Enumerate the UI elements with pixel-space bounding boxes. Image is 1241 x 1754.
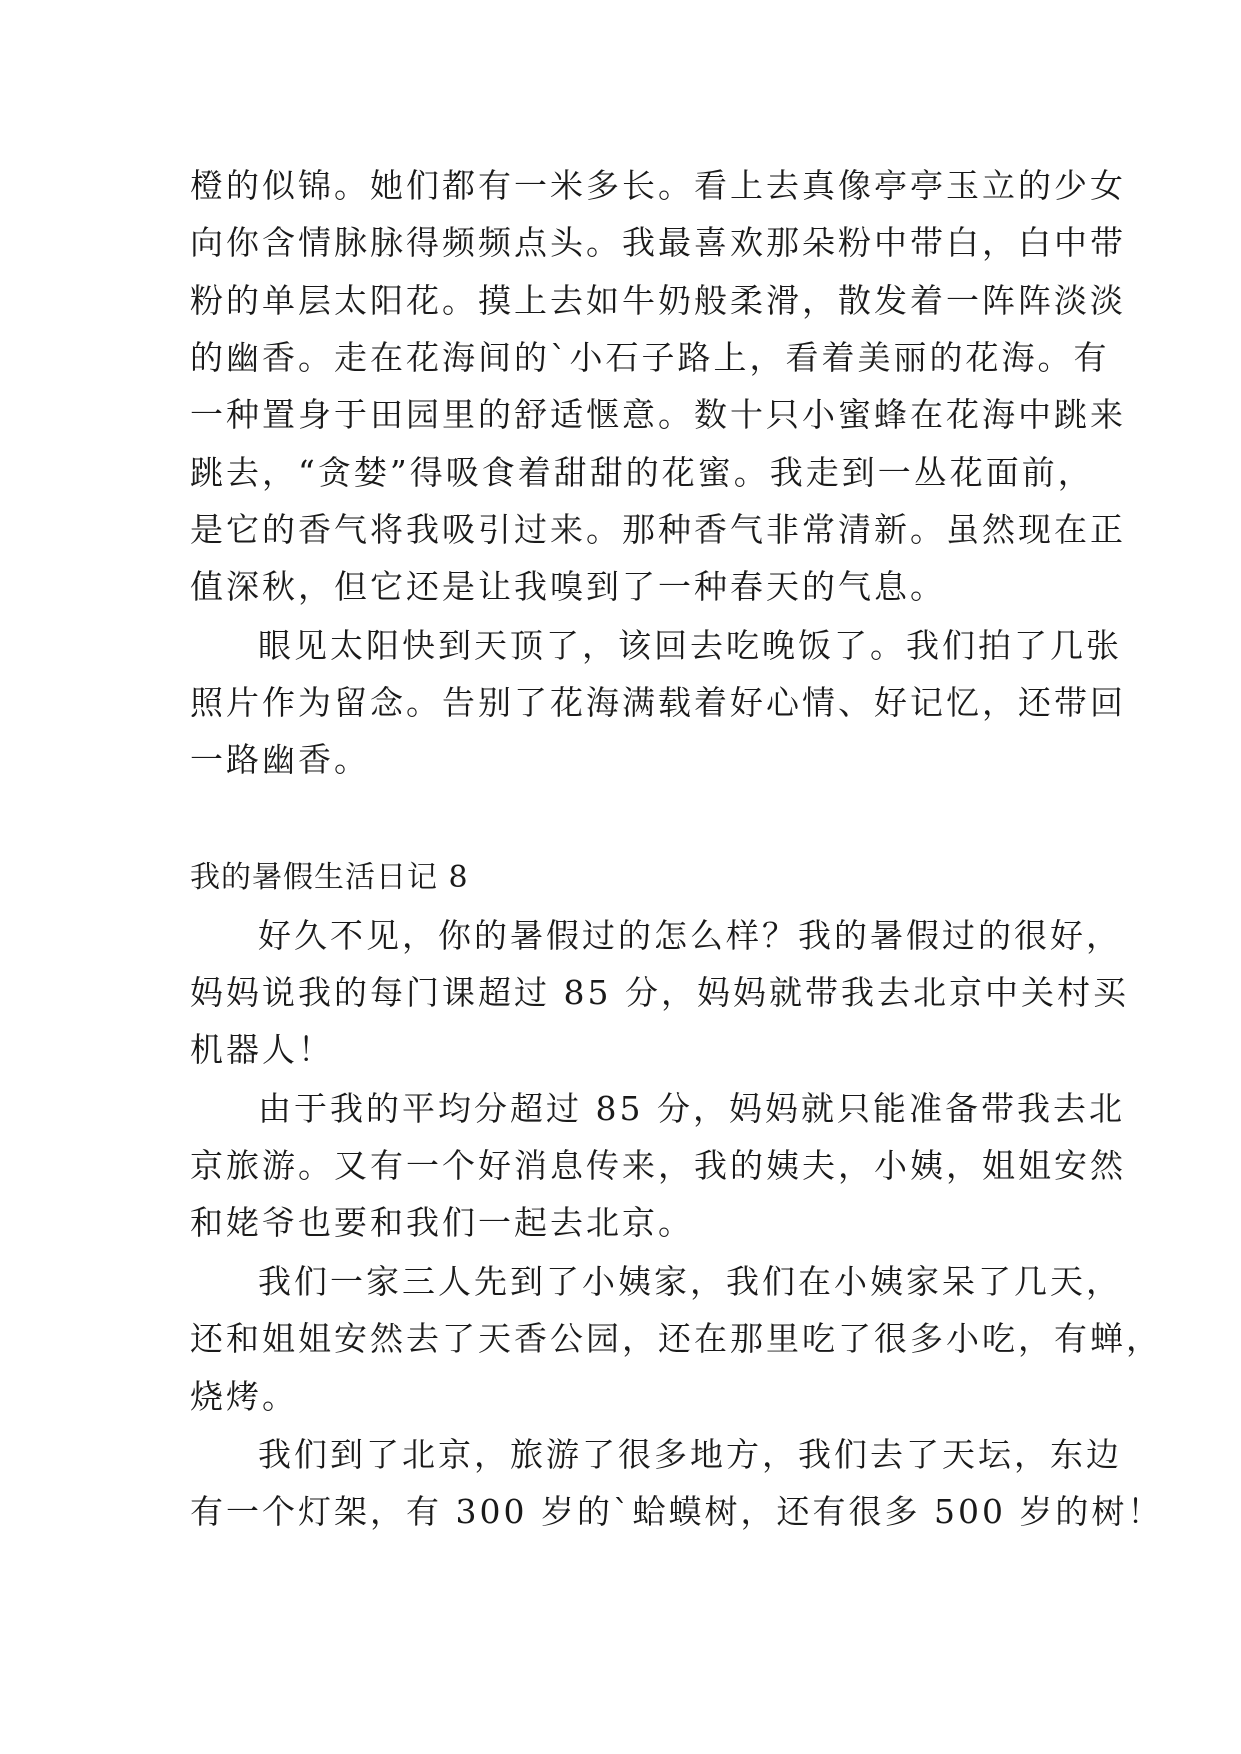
text-line: 粉的单层太阳花。摸上去如牛奶般柔滑，散发着一阵阵淡淡: [190, 281, 1126, 320]
text-line: 由于我的平均分超过 85 分，妈妈就只能准备带我去北: [258, 1089, 1125, 1128]
text-line: 妈妈说我的每门课超过 85 分，妈妈就带我去北京中关村买: [190, 973, 1129, 1012]
text-line: 值深秋，但它还是让我嗅到了一种春天的气息。: [190, 567, 946, 606]
text-line: 跳去，“贪婪”得吸食着甜甜的花蜜。我走到一丛花面前，: [190, 453, 1094, 492]
text-line: 京旅游。又有一个好消息传来，我的姨夫，小姨，姐姐安然: [190, 1146, 1126, 1185]
text-line: 好久不见，你的暑假过的怎么样？我的暑假过的很好，: [258, 916, 1122, 955]
text-line: 我们到了北京，旅游了很多地方，我们去了天坛，东边: [258, 1435, 1122, 1474]
text-line: 的幽香。走在花海间的`小石子路上，看着美丽的花海。有: [190, 338, 1110, 377]
text-line: 向你含情脉脉得频频点头。我最喜欢那朵粉中带白，白中带: [190, 223, 1126, 262]
text-line: 眼见太阳快到天顶了，该回去吃晚饭了。我们拍了几张: [258, 626, 1122, 665]
text-line: 一种置身于田园里的舒适惬意。数十只小蜜蜂在花海中跳来: [190, 395, 1126, 434]
text-line: 是它的香气将我吸引过来。那种香气非常清新。虽然现在正: [190, 510, 1126, 549]
section-title: 我的暑假生活日记 8: [190, 860, 469, 895]
text-line: 机器人！: [190, 1030, 334, 1069]
text-line: 一路幽香。: [190, 740, 370, 779]
text-line: 我们一家三人先到了小姨家，我们在小姨家呆了几天，: [258, 1262, 1122, 1301]
text-line: 橙的似锦。她们都有一米多长。看上去真像亭亭玉立的少女: [190, 166, 1126, 205]
text-line: 有一个灯架，有 300 岁的`蛤蟆树，还有很多 500 岁的树！: [190, 1492, 1164, 1531]
text-line: 照片作为留念。告别了花海满载着好心情、好记忆，还带回: [190, 683, 1126, 722]
text-line: 和姥爷也要和我们一起去北京。: [190, 1203, 694, 1242]
text-line: 烧烤。: [190, 1377, 298, 1416]
text-line: 还和姐姐安然去了天香公园，还在那里吃了很多小吃，有蝉，: [190, 1319, 1162, 1358]
